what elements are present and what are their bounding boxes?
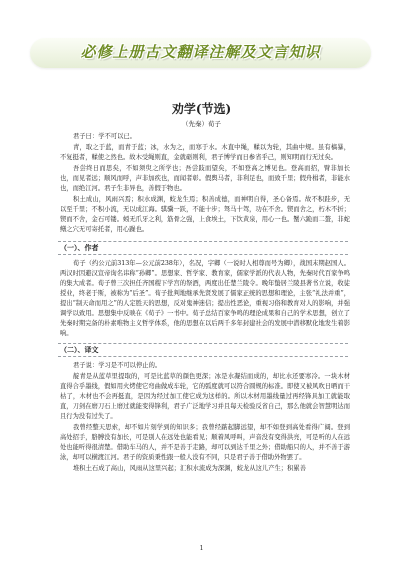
author-line: （先秦）荀子 [182,120,221,128]
section-heading-author: （一）、作者 [58,241,348,255]
translation-paragraph: 堆积土石成了高山，风雨从这里兴起；汇积水流成为深渊，蛟龙从这儿产生；积累善 [73,465,306,472]
source-paragraph: 君子曰：学不可以已。 [73,133,136,140]
source-paragraph: 积土成山，风雨兴焉；积水成渊，蛟龙生焉；积善成德，而神明自得，圣心备焉。故不积跬步，无以至千里；不积小流，无以成江海。骐骥一跃，不能十步；驽马十驾，功在不舍。锲而舍之，朽木不折；锲而不舍，金石可镂。蚓无爪牙之利，筋骨之强，上食埃土，下饮黄泉，用心一也。蟹六跪而二螯，非蛇鳝之穴无可寄托者，用心躁也。 [60,196,350,233]
page-number: 1 [199,545,204,552]
banner-title: 必修上册古文翻译注解及文言知识 [80,43,321,61]
source-paragraph: 吾尝终日而思矣，不如须臾之所学也；吾尝跂而望矣，不如登高之博见也。登高而招，臂非加长也，而见者远；顺风而呼，声非加疾也，而闻者彰。假舆马者，非利足也，而致千里；假舟楫者，非能水也，而绝江河。君子生非异也，善假于物也。 [60,165,350,192]
page-title: 劝学(节选) [171,102,232,116]
author-intro [60,259,350,340]
translation-text [60,361,350,475]
translation-paragraph: 我曾经整天思索，却不如片刻学到的知识多；我曾经踮起脚远望，却不如登到高处看得广阔。登到高处招手，胳膊没有加长，可是别人在远处也能看见；顺着风呼叫，声音没有变得洪亮，可是听的人在远处也能听得很清楚。借助车马的人，并不是善于走路，却可以到达千里之外；借助船只的人，并不善于游泳，却可以横渡江河。君子的资质秉性跟一般人没有不同，只是君子善于借助外物罢了。 [60,424,350,461]
author-paragraph: 荀子（约公元前313年—公元前238年），名况，字卿（一说时人相尊而号为卿），战国末期赵国人。两汉时因避汉宣帝询名讳称“孙卿”。思想家、哲学家、教育家，儒家学派的代表人物，先秦时代百家争鸣的集大成者。荀子曾三次担任齐国稷下学宫的祭酒，两度出任楚兰陵令。晚年蛰居兰陵县著书立说，收徒授业，终老于斯，被称为“后圣”。荀子批判地继承先贤发展了儒家正统的思想和理论，主张“礼法并重”，提出“制天命而用之”的人定胜天的思想，反对鬼神迷信；提出性恶论，重视习俗和教育对人的影响，并强调学以致用。思想集中反映在《荀子》一书中。荀子总结百家争鸣的理论成果和自己的学术思想，创立了先秦时期完备的朴素唯物主义哲学体系，他的思想在以后两千多年封建社会的发展中潜移默化地发生着影响。 [60,260,350,337]
source-text [60,132,350,236]
header-banner [0,30,403,74]
source-paragraph: 青，取之于蓝，而青于蓝；冰，水为之，而寒于水。木直中绳，輮以为轮，其曲中规。虽有槁暴，不复挺者，輮使之然也。故木受绳则直，金就砺则利，君子博学而日参省乎己，则知明而行无过矣。 [60,144,350,161]
section-heading-translation: （二）、译文 [58,343,348,357]
translation-paragraph: 君子说：学习是不可以停止的。 [73,362,162,369]
translation-paragraph: 靛青是从蓝草里提取的，可是比蓝草的颜色更深；冰是水凝结而成的，却比水还要寒冷。一块木材直得合乎墨线，假如用火烤使它弯曲做成车轮，它的弧度就可以符合圆规的标准。即使又被风吹日晒而干枯了，木材也不会再挺直，是因为经过加工使它成为这样的。所以木材用墨线量过再经锋具加工就能取直，刀剑在磨刀石上磨过就能变得锋利，君子广泛地学习并且每天检验反省自己，那么他就会智慧明达而且行为没有过失了。 [60,373,350,420]
